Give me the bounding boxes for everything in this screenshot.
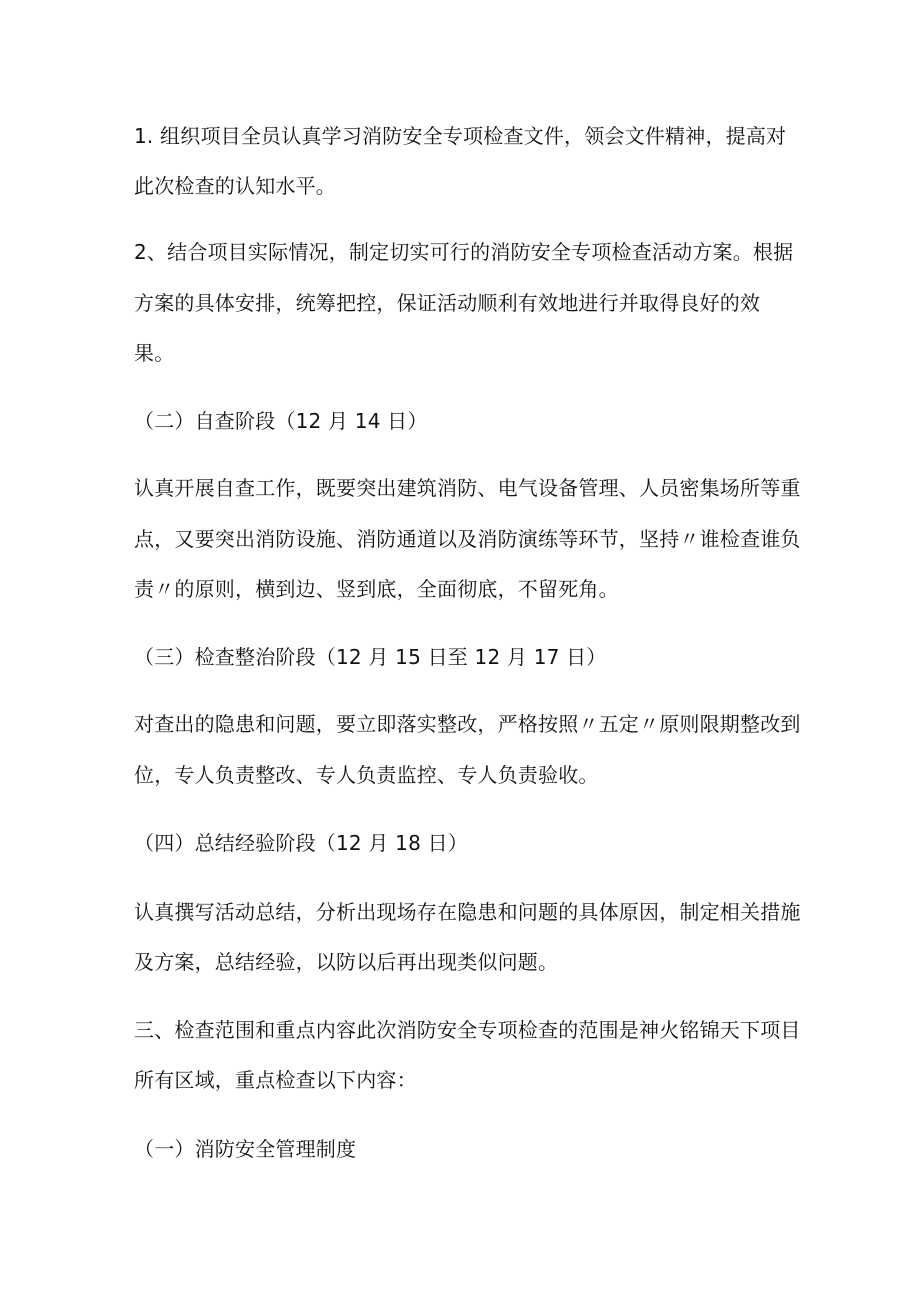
self-check-paragraph-line-2: 点，又要突出消防设施、消防通道以及消防演练等环节，坚持〃谁检查谁负 <box>134 527 801 551</box>
self-check-paragraph-line-1: 认真开展自查工作，既要突出建筑消防、电气设备管理、人员密集场所等重 <box>134 476 801 500</box>
scope-paragraph-line-2: 所有区域，重点检查以下内容： <box>134 1068 417 1092</box>
item-2-line-1: 2、结合项目实际情况，制定切实可行的消防安全专项检查活动方案。根据 <box>134 240 794 264</box>
section-heading-summary: （四）总结经验阶段（12 月 18 日） <box>134 831 468 855</box>
item-1-line-1: 1. 组织项目全员认真学习消防安全专项检查文件，领会文件精神，提高对 <box>134 124 787 148</box>
scope-paragraph-line-1: 三、检查范围和重点内容此次消防安全专项检查的范围是神火铭锦天下项目 <box>134 1018 801 1042</box>
summary-paragraph-line-1: 认真撰写活动总结，分析出现场存在隐患和问题的具体原因，制定相关措施 <box>134 900 801 924</box>
self-check-paragraph-line-3: 责〃的原则，横到边、竖到底，全面彻底，不留死角。 <box>134 577 619 601</box>
rectification-paragraph-line-1: 对查出的隐患和问题，要立即落实整改，严格按照〃五定〃原则限期整改到 <box>134 712 801 736</box>
item-2-line-2: 方案的具体安排，统筹把控，保证活动顺利有效地进行并取得良好的效 <box>134 291 761 315</box>
item-1-line-2: 此次检查的认知水平。 <box>134 174 336 198</box>
section-heading-management-system: （一）消防安全管理制度 <box>134 1137 357 1161</box>
rectification-paragraph-line-2: 位，专人负责整改、专人负责监控、专人负责验收。 <box>134 763 599 787</box>
section-heading-rectification: （三）检查整治阶段（12 月 15 日至 12 月 17 日） <box>134 645 607 669</box>
section-heading-self-check: （二）自查阶段（12 月 14 日） <box>134 409 428 433</box>
summary-paragraph-line-2: 及方案，总结经验，以防以后再出现类似问题。 <box>134 950 559 974</box>
item-2-line-3: 果。 <box>134 341 175 365</box>
